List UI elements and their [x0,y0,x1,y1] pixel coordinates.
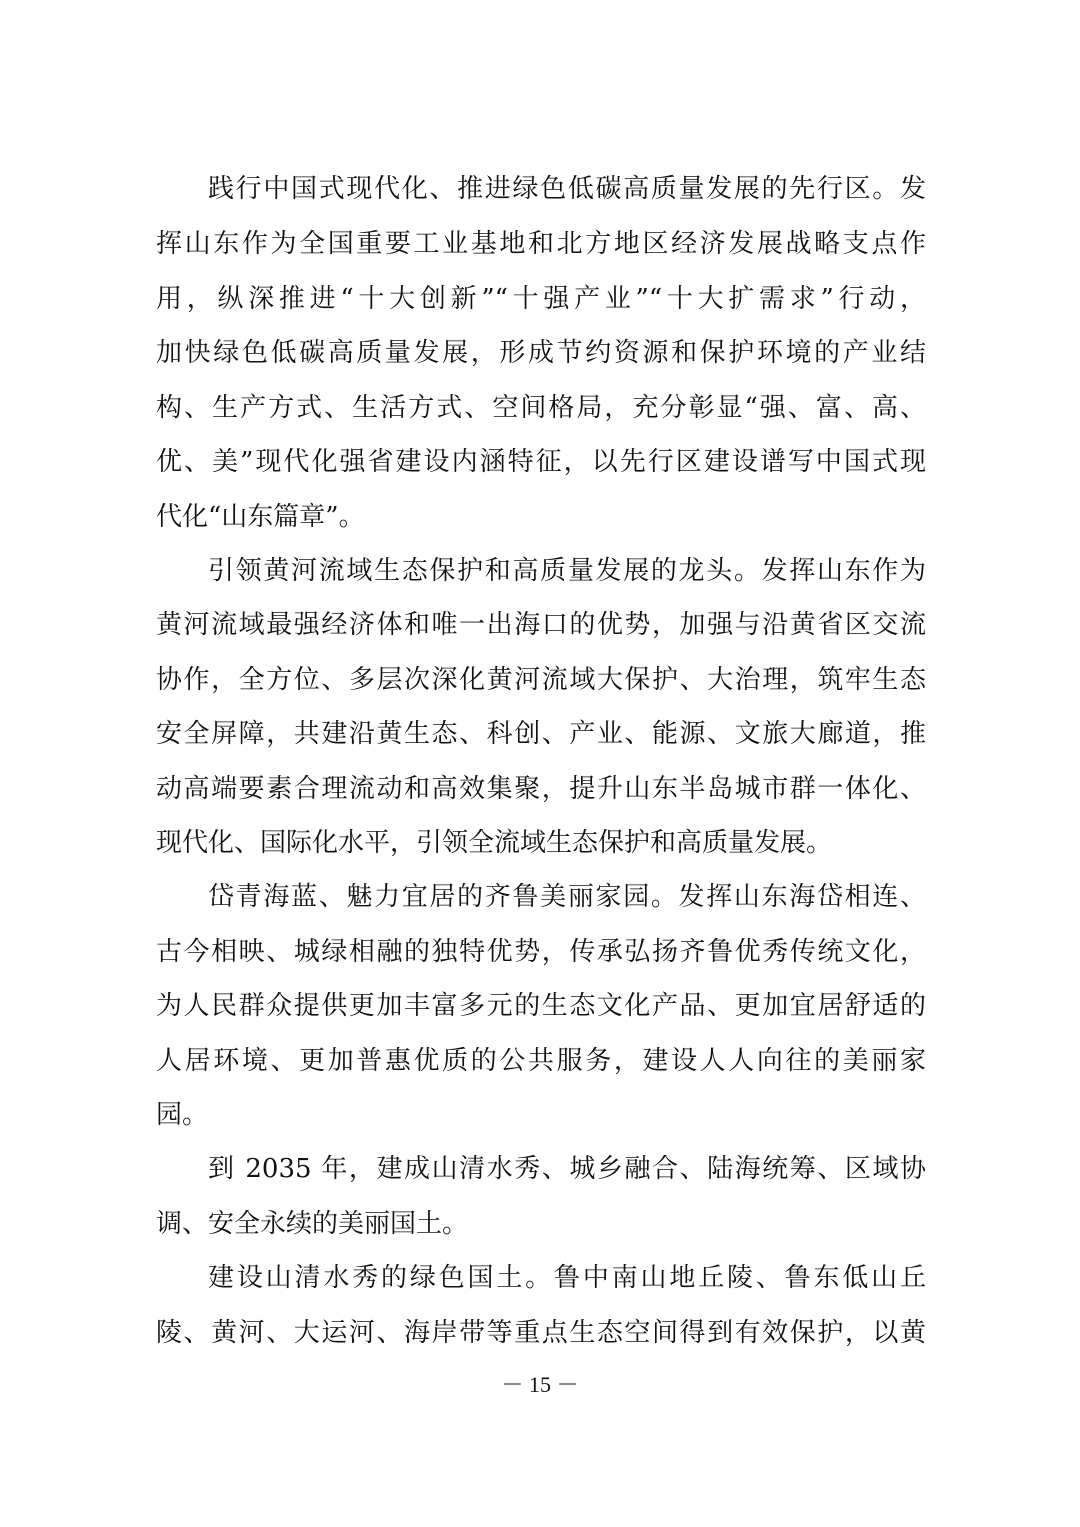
paragraph-line: 优、美”现代化强省建设内涵特征，以先行区建设谱写中国式现 [156,447,926,477]
paragraph-line: 践行中国式现代化、推进绿色低碳高质量发展的先行区。发 [208,174,926,204]
paragraph-line: 用，纵深推进“十大创新”“十强产业”“十大扩需求”行动， [156,284,926,314]
paragraph-line: 到 2035 年，建成山清水秀、城乡融合、陆海统筹、区域协 [208,1154,926,1184]
paragraph-line: 动高端要素合理流动和高效集聚，提升山东半岛城市群一体化、 [156,774,926,804]
paragraph-line: 建设山清水秀的绿色国土。鲁中南山地丘陵、鲁东低山丘 [208,1263,926,1293]
paragraph-line: 现代化、国际化水平，引领全流域生态保护和高质量发展。 [156,828,833,858]
page-number: － 15 － [501,1372,579,1397]
paragraph-line: 古今相映、城绿相融的独特优势，传承弘扬齐鲁优秀传统文化， [156,937,926,967]
paragraph-line: 协作，全方位、多层次深化黄河流域大保护、大治理，筑牢生态 [156,665,926,695]
paragraph-line: 为人民群众提供更加丰富多元的生态文化产品、更加宜居舒适的 [156,991,926,1021]
paragraph-line: 引领黄河流域生态保护和高质量发展的龙头。发挥山东作为 [208,556,926,586]
paragraph-line: 岱青海蓝、魅力宜居的齐鲁美丽家园。发挥山东海岱相连、 [208,882,926,912]
paragraph-line: 黄河流域最强经济体和唯一出海口的优势，加强与沿黄省区交流 [156,610,926,640]
paragraph-line: 安全屏障，共建沿黄生态、科创、产业、能源、文旅大廊道，推 [156,719,926,749]
paragraph-line: 挥山东作为全国重要工业基地和北方地区经济发展战略支点作 [156,229,926,259]
paragraph-line: 构、生产方式、生活方式、空间格局，充分彰显“强、富、高、 [156,393,926,423]
paragraph-line: 加快绿色低碳高质量发展，形成节约资源和保护环境的产业结 [156,338,926,368]
paragraph-line: 陵、黄河、大运河、海岸带等重点生态空间得到有效保护，以黄 [156,1318,926,1348]
paragraph-line: 园。 [156,1100,209,1130]
paragraph-line: 调、安全永续的美丽国土。 [156,1209,469,1239]
paragraph-line: 代化“山东篇章”。 [156,502,365,532]
paragraph-line: 人居环境、更加普惠优质的公共服务，建设人人向往的美丽家 [156,1046,926,1076]
